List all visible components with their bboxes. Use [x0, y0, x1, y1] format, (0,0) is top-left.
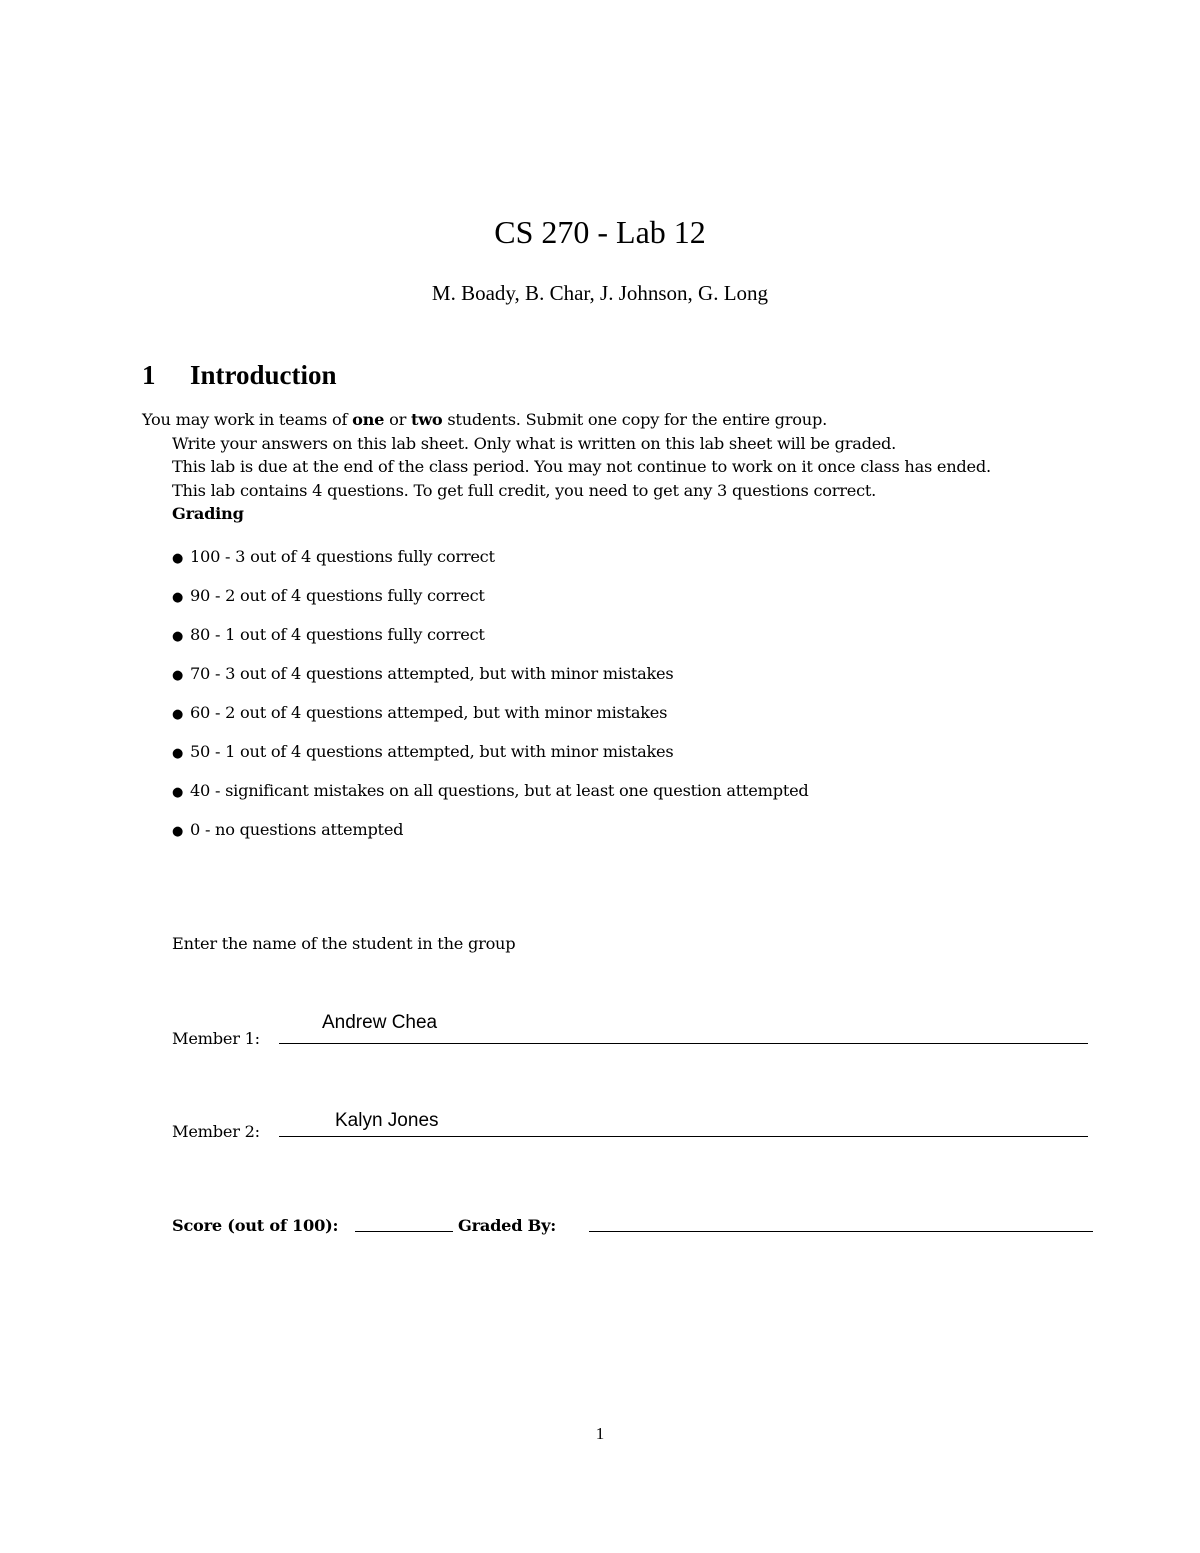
list-item-text: 60 - 2 out of 4 questions attemped, but with minor mistakes — [190, 703, 668, 722]
member2-label: Member 2: — [172, 1122, 260, 1141]
list-item-text: 70 - 3 out of 4 questions attempted, but with minor mistakes — [190, 664, 674, 683]
intro-emphasis-two: two — [411, 410, 443, 429]
intro-line-3: This lab is due at the end of the class period. You may not continue to work on it once class has ended. — [172, 457, 991, 476]
bullet-icon: ● — [172, 785, 184, 800]
list-item-text: 50 - 1 out of 4 questions attempted, but with minor mistakes — [190, 742, 674, 761]
score-field-line[interactable] — [355, 1231, 453, 1232]
list-item — [172, 623, 809, 662]
document-authors: M. Boady, B. Char, J. Johnson, G. Long — [431, 281, 769, 305]
member2-value[interactable]: Kalyn Jones — [335, 1110, 439, 1131]
member2-field-line[interactable] — [279, 1136, 1088, 1137]
grading-list — [172, 545, 809, 857]
list-item — [172, 818, 809, 857]
intro-text: You may work in teams of — [142, 410, 353, 429]
score-label — [172, 1215, 338, 1237]
bullet-icon: ● — [172, 707, 184, 722]
intro-line-1 — [142, 408, 827, 431]
list-item-text: 90 - 2 out of 4 questions fully correct — [190, 586, 485, 605]
member1-label: Member 1: — [172, 1029, 260, 1048]
list-item-text: 80 - 1 out of 4 questions fully correct — [190, 625, 485, 644]
section-title: Introduction — [190, 360, 337, 390]
list-item — [172, 584, 809, 623]
bullet-icon: ● — [172, 590, 184, 605]
list-item — [172, 662, 809, 701]
graded-by-field-line[interactable] — [589, 1231, 1093, 1232]
intro-text: or — [384, 410, 412, 429]
bullet-icon: ● — [172, 668, 184, 683]
intro-line-2: Write your answers on this lab sheet. Only what is written on this lab sheet will be graded. — [172, 434, 897, 453]
intro-line-4: This lab contains 4 questions. To get full credit, you need to get any 3 questions correct. — [172, 481, 877, 500]
graded-by-label: Graded By: — [458, 1216, 556, 1235]
grading-heading: Grading — [172, 504, 244, 523]
list-item-text: 0 - no questions attempted — [190, 820, 404, 839]
intro-emphasis-one: one — [352, 410, 385, 429]
section-heading — [142, 358, 337, 392]
list-item-text: 100 - 3 out of 4 questions fully correct — [190, 547, 495, 566]
bullet-icon: ● — [172, 824, 184, 839]
page-number: 1 — [595, 1424, 605, 1443]
section-number: 1 — [142, 360, 156, 390]
list-item — [172, 701, 809, 740]
list-item-text: 40 - significant mistakes on all questions, but at least one question attempted — [190, 781, 809, 800]
list-item — [172, 740, 809, 779]
list-item — [172, 779, 809, 818]
document-title: CS 270 - Lab 12 — [494, 214, 706, 250]
intro-text: students. Submit one copy for the entire group. — [442, 410, 827, 429]
list-item — [172, 545, 809, 584]
member1-field-line[interactable] — [279, 1043, 1088, 1044]
bullet-icon: ● — [172, 629, 184, 644]
member1-value[interactable]: Andrew Chea — [322, 1012, 438, 1033]
form-instruction: Enter the name of the student in the group — [172, 934, 516, 953]
bullet-icon: ● — [172, 746, 184, 761]
bullet-icon: ● — [172, 551, 184, 566]
score-label-text: Score (out of 100): — [172, 1216, 339, 1235]
